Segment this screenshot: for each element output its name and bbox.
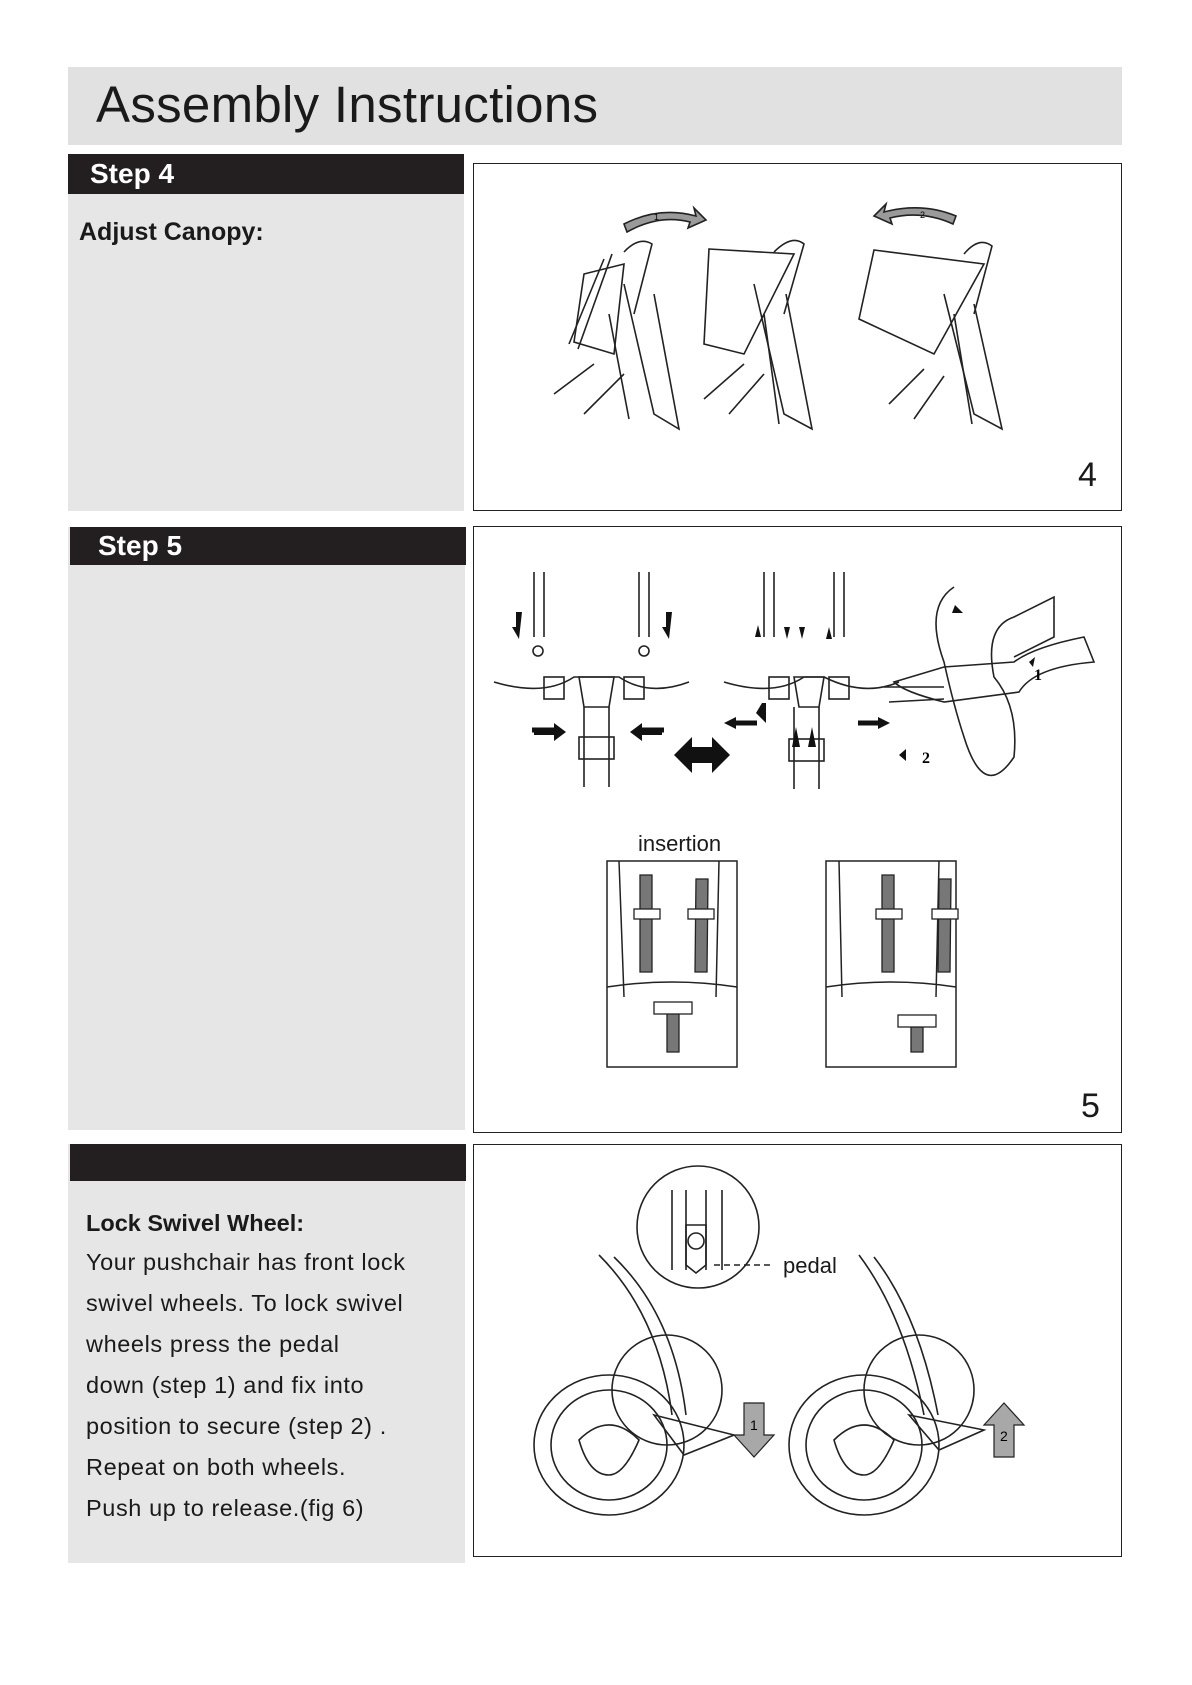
- pedal-label: pedal: [783, 1253, 837, 1278]
- step6-subheading: Lock Swivel Wheel:: [86, 1210, 305, 1236]
- step6-line-4: down (step 1) and fix into: [86, 1372, 365, 1398]
- step6-line-7: Push up to release.(fig 6): [86, 1495, 365, 1521]
- step4-figure: [473, 163, 1122, 511]
- step6-line-1: Your pushchair has front lock: [86, 1249, 406, 1275]
- step5-text-panel: [68, 527, 465, 1130]
- step6-line-6: Repeat on both wheels.: [86, 1454, 347, 1480]
- strap-step-2-label: 2: [922, 750, 930, 767]
- harness-illustration: [474, 527, 1121, 1132]
- step4-header: [68, 154, 464, 194]
- figure-number-5: 5: [1081, 1087, 1100, 1125]
- step5-figure: [473, 526, 1122, 1133]
- wheel-arrow-1-label: 1: [750, 1417, 758, 1433]
- canopy-illustration: [474, 164, 1121, 510]
- canopy-arrow-1-label: 1: [654, 212, 660, 222]
- step5-header-label: Step 5: [98, 530, 183, 561]
- step4-text-panel: [68, 154, 464, 511]
- step5-header: [70, 527, 466, 565]
- title-bar: [68, 67, 1122, 145]
- step4-subheading: Adjust Canopy:: [79, 218, 264, 246]
- step6-header: [70, 1144, 466, 1181]
- wheel-illustration: [474, 1145, 1121, 1556]
- step6-figure: [473, 1144, 1122, 1557]
- step6-line-3: wheels press the pedal: [86, 1331, 340, 1357]
- canopy-arrow-2-label: 2: [920, 210, 926, 220]
- step6-line-2: swivel wheels. To lock swivel: [86, 1290, 404, 1316]
- step6-line-5: position to secure (step 2) .: [86, 1413, 387, 1439]
- insertion-label: insertion: [638, 831, 722, 856]
- step4-header-label: Step 4: [90, 158, 175, 189]
- page-title: Assembly Instructions: [96, 76, 599, 133]
- wheel-arrow-2-label: 2: [1000, 1428, 1008, 1444]
- strap-step-1-label: 1: [1034, 667, 1042, 684]
- figure-number-4: 4: [1078, 456, 1097, 494]
